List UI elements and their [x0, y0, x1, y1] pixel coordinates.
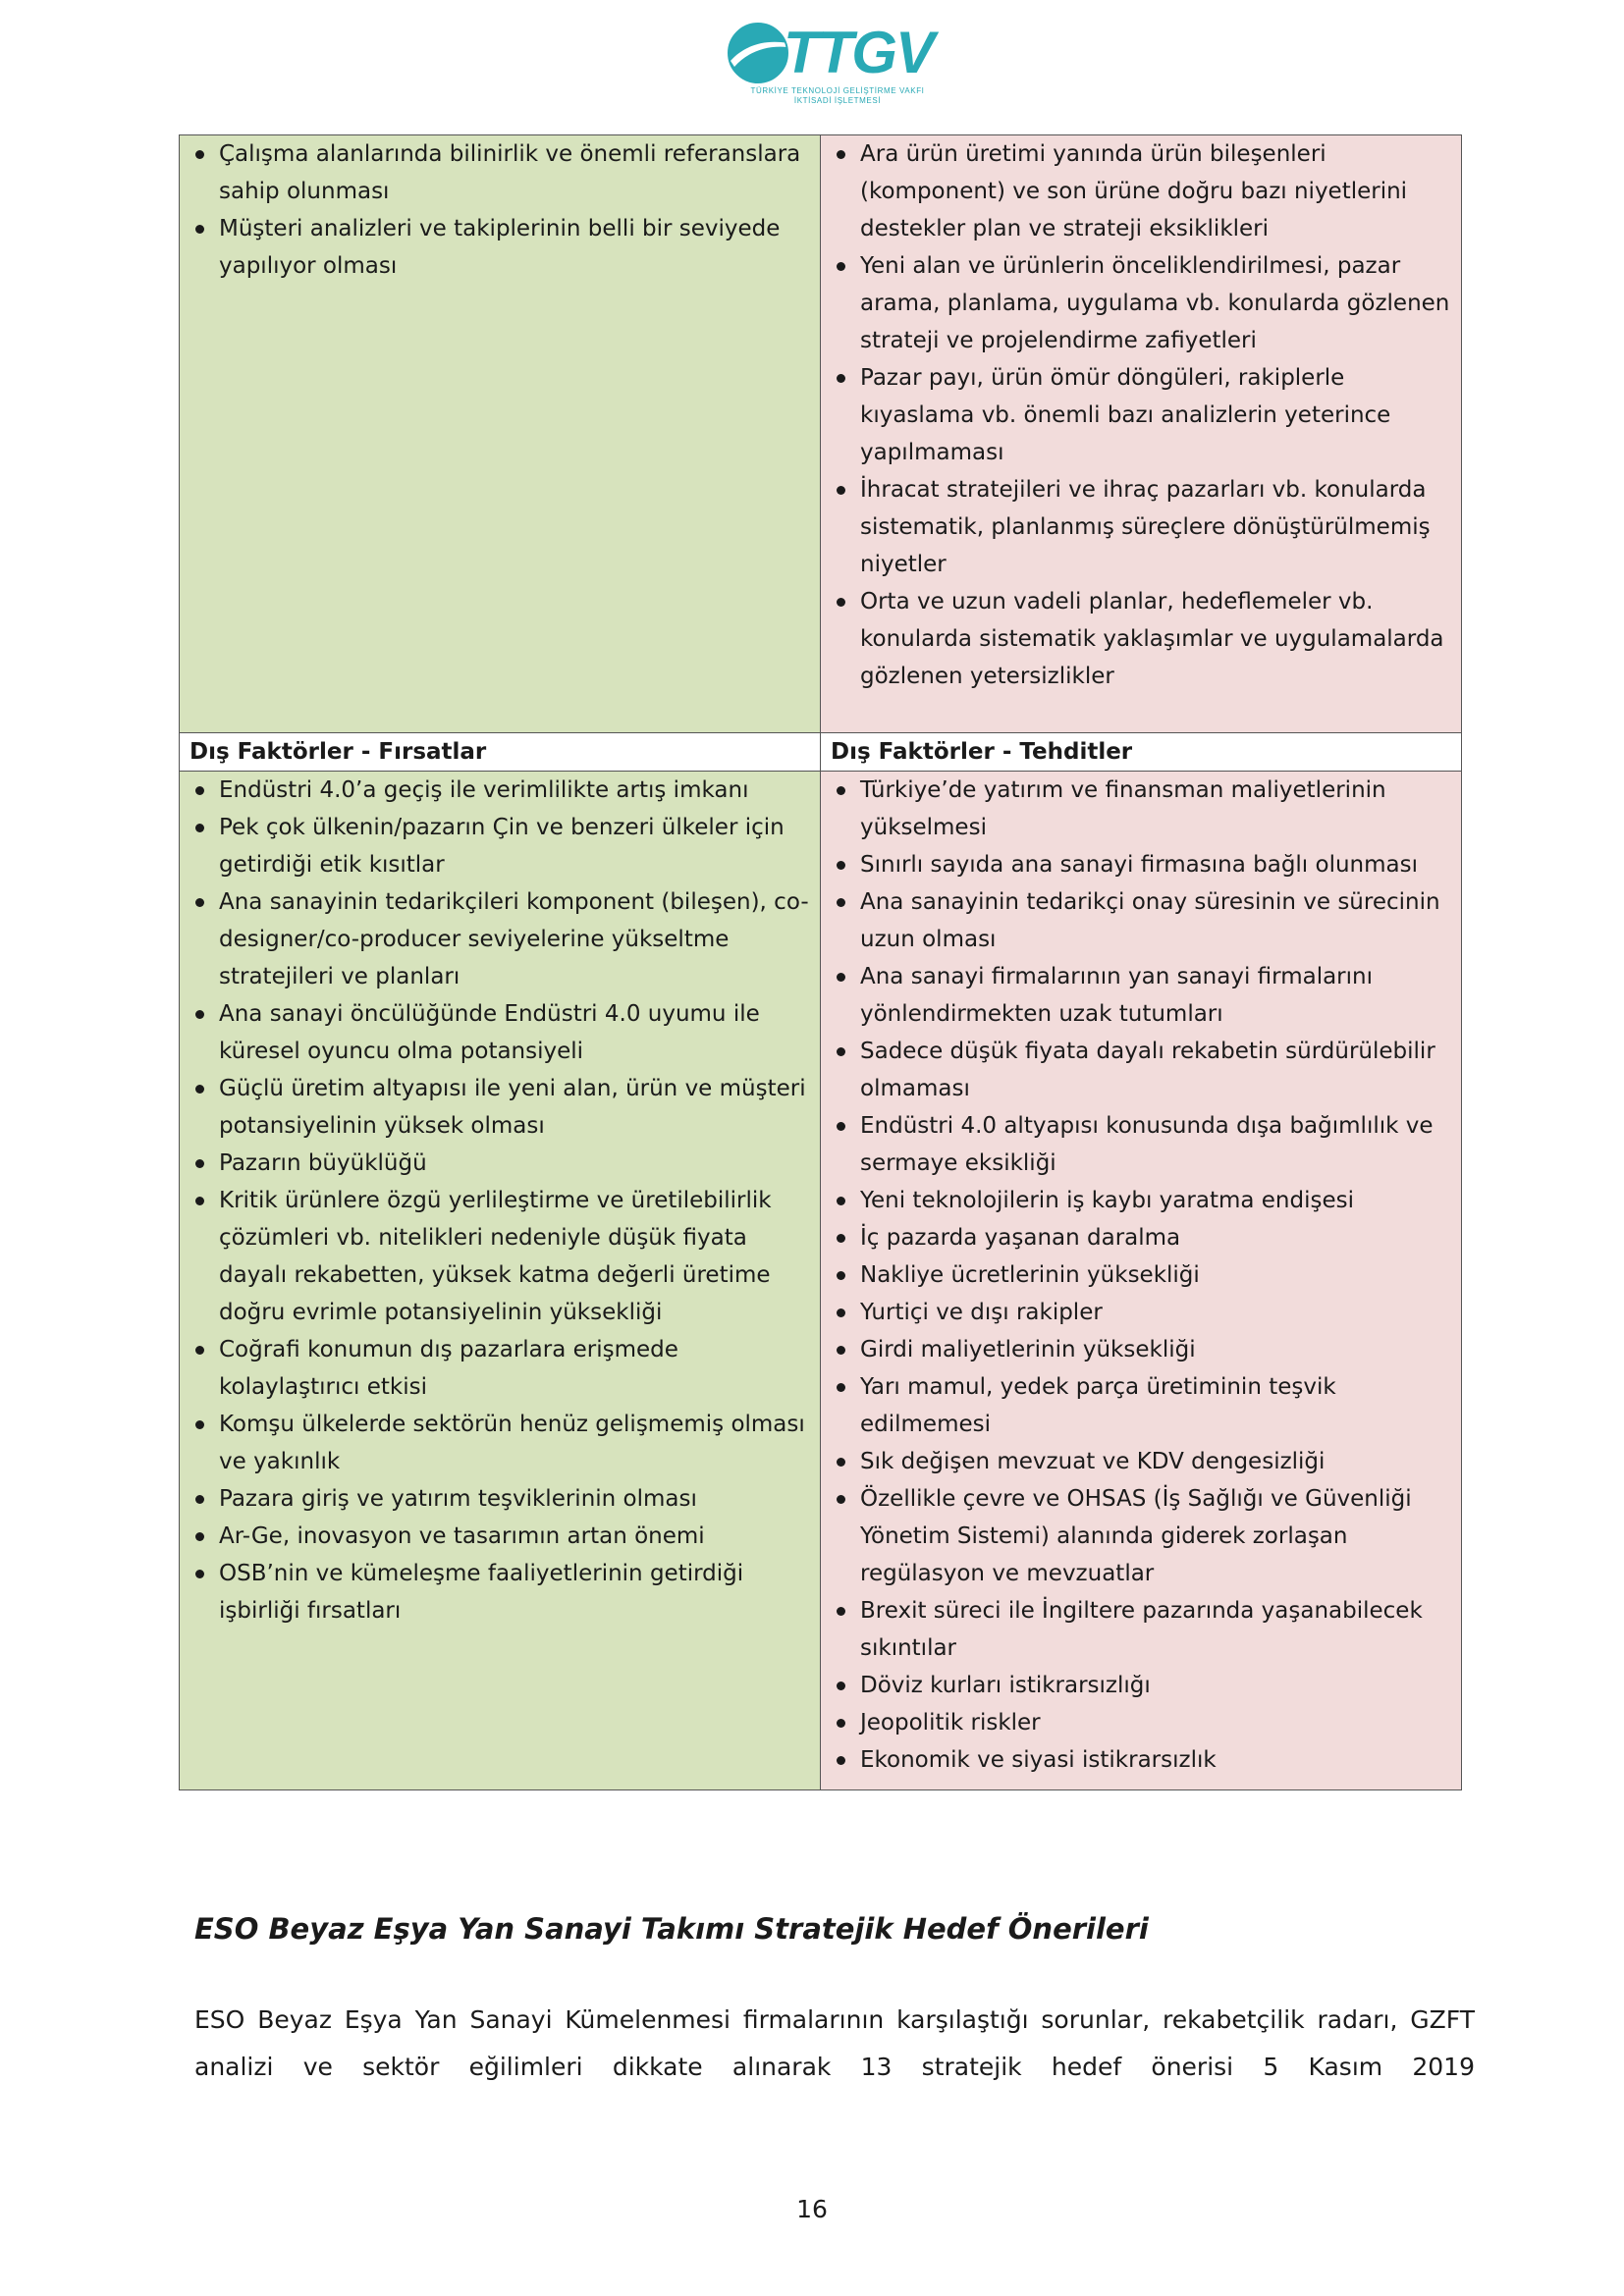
- list-item: Endüstri 4.0 altyapısı konusunda dışa bağımlılık ve sermaye eksikliği: [831, 1107, 1455, 1182]
- list-item: Nakliye ücretlerinin yüksekliği: [831, 1256, 1455, 1294]
- list-item: Ar-Ge, inovasyon ve tasarımın artan önemi: [189, 1518, 814, 1555]
- list-item: Pazara giriş ve yatırım teşviklerinin olması: [189, 1480, 814, 1518]
- threats-list: [831, 772, 1455, 1779]
- threats-header: Dış Faktörler - Tehditler: [821, 733, 1462, 772]
- list-item: Pek çok ülkenin/pazarın Çin ve benzeri ülkeler için getirdiği etik kısıtlar: [189, 809, 814, 883]
- section-heading: ESO Beyaz Eşya Yan Sanayi Takımı Stratejik Hedef Önerileri: [194, 1912, 1149, 1946]
- list-item: İhracat stratejileri ve ihraç pazarları vb. konularda sistematik, planlanmış süreçlere dönüştürülmemiş niyetler: [831, 471, 1455, 583]
- list-item: Sınırlı sayıda ana sanayi firmasına bağlı olunması: [831, 846, 1455, 883]
- list-item: Pazarın büyüklüğü: [189, 1145, 814, 1182]
- list-item: Çalışma alanlarında bilinirlik ve önemli referanslara sahip olunması: [189, 135, 814, 210]
- list-item: Ekonomik ve siyasi istikrarsızlık: [831, 1741, 1455, 1779]
- logo-subtitle-line1: TÜRKİYE TEKNOLOJİ GELİŞTİRME VAKFI: [750, 86, 925, 95]
- opportunities-list: [189, 772, 814, 1629]
- list-item: Girdi maliyetlerinin yüksekliği: [831, 1331, 1455, 1368]
- opportunities-header: Dış Faktörler - Fırsatlar: [180, 733, 821, 772]
- strengths-list: [189, 135, 814, 285]
- list-item: Yeni teknolojilerin iş kaybı yaratma endişesi: [831, 1182, 1455, 1219]
- swot-row-internal: [180, 135, 1462, 733]
- list-item: Yurtiçi ve dışı rakipler: [831, 1294, 1455, 1331]
- list-item: Özellikle çevre ve OHSAS (İş Sağlığı ve Güvenliği Yönetim Sistemi) alanında giderek zorlaşan regülasyon ve mevzuatlar: [831, 1480, 1455, 1592]
- list-item: Döviz kurları istikrarsızlığı: [831, 1667, 1455, 1704]
- list-item: Güçlü üretim altyapısı ile yeni alan, ürün ve müşteri potansiyelinin yüksek olması: [189, 1070, 814, 1145]
- body-paragraph: ESO Beyaz Eşya Yan Sanayi Kümelenmesi firmalarının karşılaştığı sorunlar, rekabetçilik radarı, GZFT analizi ve sektör eğilimleri dikkate alınarak 13 stratejik hedef önerisi 5 Kasım 2019: [194, 2005, 1475, 2081]
- list-item: Yeni alan ve ürünlerin önceliklendirilmesi, pazar arama, planlama, uygulama vb. konularda gözlenen strateji ve projelendirme zafiyetleri: [831, 247, 1455, 359]
- list-item: Komşu ülkelerde sektörün henüz gelişmemiş olması ve yakınlık: [189, 1406, 814, 1480]
- threats-cell: [821, 772, 1462, 1790]
- strengths-cell: [180, 135, 821, 733]
- page-number: 16: [796, 2195, 828, 2223]
- list-item: Ana sanayi firmalarının yan sanayi firmalarını yönlendirmekten uzak tutumları: [831, 958, 1455, 1033]
- logo-wordmark: TTGV: [784, 20, 933, 85]
- list-item: Müşteri analizleri ve takiplerinin belli bir seviyede yapılıyor olması: [189, 210, 814, 285]
- list-item: Sık değişen mevzuat ve KDV dengesizliği: [831, 1443, 1455, 1480]
- list-item: Jeopolitik riskler: [831, 1704, 1455, 1741]
- list-item: Türkiye’de yatırım ve finansman maliyetlerinin yükselmesi: [831, 772, 1455, 846]
- list-item: Sadece düşük fiyata dayalı rekabetin sürdürülebilir olmaması: [831, 1033, 1455, 1107]
- list-item: Ara ürün üretimi yanında ürün bileşenleri (komponent) ve son ürüne doğru bazı niyetlerini destekler plan ve strateji eksiklikleri: [831, 135, 1455, 247]
- weaknesses-list: [831, 135, 1455, 695]
- swot-table: [179, 134, 1462, 1790]
- ttgv-globe-icon: [727, 22, 789, 84]
- logo-subtitle-line2: İKTİSADİ İŞLETMESİ: [793, 96, 882, 105]
- list-item: Pazar payı, ürün ömür döngüleri, rakiplerle kıyaslama vb. önemli bazı analizlerin yeterince yapılmaması: [831, 359, 1455, 471]
- list-item: OSB’nin ve kümeleşme faaliyetlerinin getirdiği işbirliği fırsatları: [189, 1555, 814, 1629]
- list-item: Ana sanayinin tedarikçi onay süresinin ve sürecinin uzun olması: [831, 883, 1455, 958]
- weaknesses-cell: [821, 135, 1462, 733]
- list-item: Coğrafi konumun dış pazarlara erişmede kolaylaştırıcı etkisi: [189, 1331, 814, 1406]
- swot-row-external: [180, 772, 1462, 1790]
- list-item: Ana sanayinin tedarikçileri komponent (bileşen), co-designer/co-producer seviyelerine yükseltme stratejileri ve planları: [189, 883, 814, 995]
- ttgv-logo: [727, 20, 943, 120]
- list-item: Yarı mamul, yedek parça üretiminin teşvik edilmemesi: [831, 1368, 1455, 1443]
- list-item: Orta ve uzun vadeli planlar, hedeflemeler vb. konularda sistematik yaklaşımlar ve uygulamalarda gözlenen yetersizlikler: [831, 583, 1455, 695]
- list-item: Endüstri 4.0’a geçiş ile verimlilikte artış imkanı: [189, 772, 814, 809]
- list-item: İç pazarda yaşanan daralma: [831, 1219, 1455, 1256]
- opportunities-cell: [180, 772, 821, 1790]
- list-item: Brexit süreci ile İngiltere pazarında yaşanabilecek sıkıntılar: [831, 1592, 1455, 1667]
- swot-row-external-header: [180, 733, 1462, 772]
- list-item: Kritik ürünlere özgü yerlileştirme ve üretilebilirlik çözümleri vb. nitelikleri nedeniyle düşük fiyata dayalı rekabetten, yüksek katma değerli üretime doğru evrimle potansiyelinin yüksekliği: [189, 1182, 814, 1331]
- list-item: Ana sanayi öncülüğünde Endüstri 4.0 uyumu ile küresel oyuncu olma potansiyeli: [189, 995, 814, 1070]
